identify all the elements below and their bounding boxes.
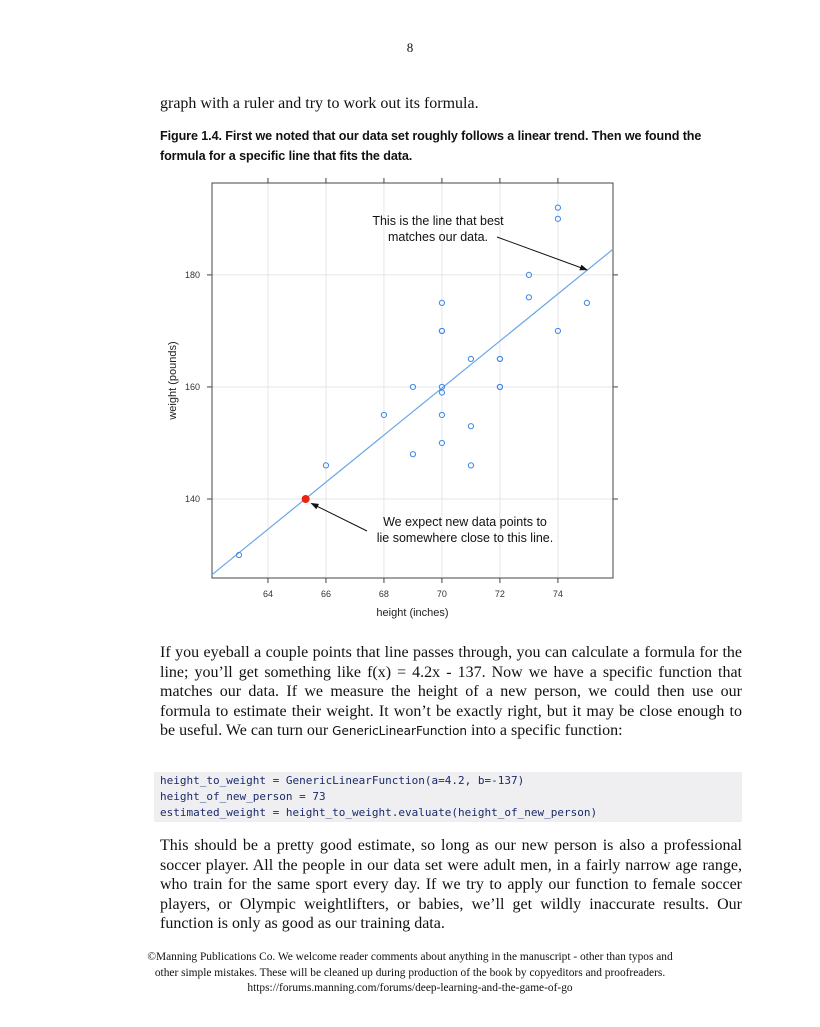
paragraph-1-text: If you eyeball a couple points that line passes through, you can calculate a formula for the line; you’ll get something like f(x) = 4.2x - 137. Now we have a specific function that matches our data. If we measure the height of a new person, we could then use our formula to estimate their weight. It won’t be exactly right, but it may be close enough to be useful. We can turn our — [160, 644, 742, 740]
footer-url[interactable]: https://forums.manning.com/forums/deep-learning-and-the-game-of-go — [247, 982, 573, 994]
paragraph-2: This should be a pretty good estimate, so long as our new person is also a professional soccer player. All the people in our data set were adult men, in a fairly narrow age range, who train for the same sport every day. If we try to apply our function to female soccer players, or Olympic weightlifters, or babies, we’ll get wildly inaccurate results. Our function is only as good as our training data. — [160, 837, 742, 933]
code-block — [154, 772, 742, 822]
code-line: estimated_weight = height_to_weight.evaluate(height_of_new_person) — [160, 806, 598, 819]
footer-note: other simple mistakes. These will be cleaned up during production of the book by copyeditors and proofreaders. — [154, 966, 666, 979]
page-number: 8 — [406, 40, 414, 55]
code-line: height_to_weight = GenericLinearFunction(a=4.2, b=-137) — [160, 774, 525, 787]
scatter-chart — [160, 175, 630, 625]
annotation-arrow — [311, 503, 367, 531]
y-axis-label: weight (pounds) — [167, 341, 179, 420]
footer — [100, 950, 720, 997]
annotation-text: lie somewhere close to this line. — [376, 531, 554, 545]
x-tick-label: 74 — [552, 589, 563, 599]
inline-code: GenericLinearFunction — [332, 724, 468, 739]
y-tick-label: 160 — [184, 381, 200, 392]
paragraph-1 — [160, 643, 742, 742]
code-line: height_of_new_person = 73 — [160, 790, 326, 803]
y-tick-label: 140 — [184, 494, 200, 504]
data-point — [410, 452, 415, 457]
annotation-text: This is the line that best — [372, 214, 504, 228]
paragraph-1-tail: into a specific function: — [467, 722, 623, 740]
x-axis-label: height (inches) — [376, 607, 449, 619]
annotation-text: We expect new data points to — [383, 515, 547, 529]
data-point — [584, 300, 589, 305]
annotation-text: matches our data. — [387, 230, 489, 244]
footer-copyright: ©Manning Publications Co. We welcome reader comments about anything in the manuscript - other than typos and — [147, 951, 673, 963]
x-tick-label: 70 — [436, 589, 447, 599]
data-point — [468, 463, 473, 468]
x-tick-label: 68 — [378, 589, 389, 599]
x-tick-label: 72 — [494, 589, 505, 599]
x-tick-label: 66 — [320, 589, 331, 599]
data-point — [526, 295, 531, 300]
highlight-point — [302, 495, 310, 503]
annotation-arrow — [497, 237, 587, 270]
x-tick-label: 64 — [262, 589, 273, 599]
y-tick-label: 180 — [184, 269, 200, 280]
figure-caption: Figure 1.4. First we noted that our data set roughly follows a linear trend. Then we found the formula for a specific line that fits the data. — [160, 129, 702, 163]
data-point — [468, 424, 473, 429]
lead-text: graph with a ruler and try to work out its formula. — [160, 95, 479, 112]
data-point — [468, 356, 473, 361]
